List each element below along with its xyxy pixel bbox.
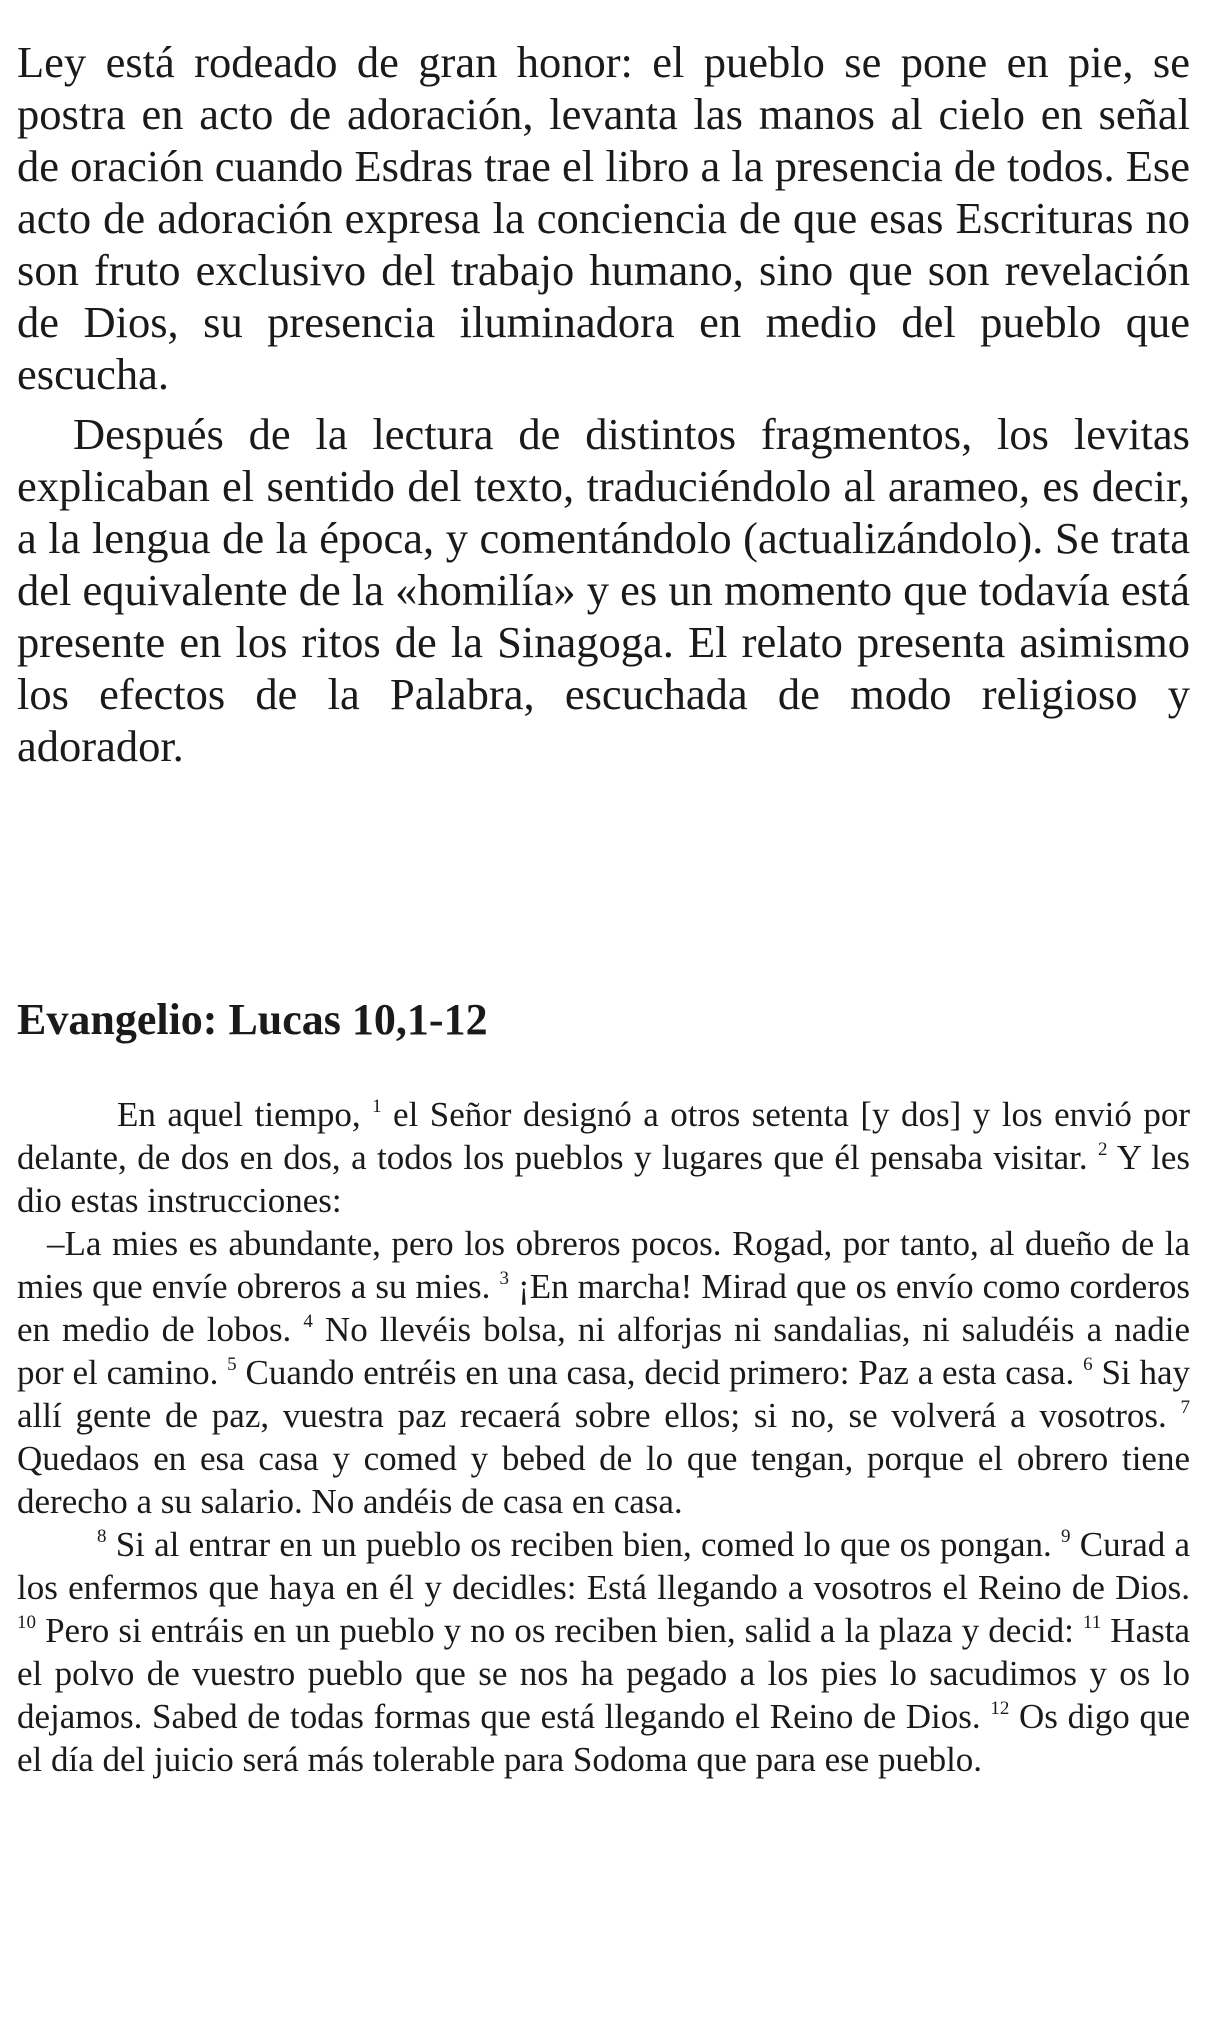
document-page [17, 36, 1190, 1779]
gospel-paragraph-2 [17, 1222, 1190, 1523]
verse-number: 6 [1083, 1354, 1093, 1375]
text-run: Hasta el polvo de vuestro pueblo que se nos ha pegado a los pies lo sacudimos y os lo dejamos. Sabed de todas formas que está llegando el Reino de Dios. [17, 1611, 1190, 1736]
text-run: Curad a los enfermos que haya en él y decidles: Está llegando a vosotros el Reino de Dios. [17, 1525, 1190, 1607]
verse-number: 10 [17, 1612, 36, 1633]
text-run: Si hay allí gente de paz, vuestra paz recaerá sobre ellos; si no, se volverá a vosotros. [17, 1353, 1190, 1435]
gospel-text [17, 1093, 1190, 1781]
verse-number: 4 [303, 1311, 313, 1332]
gospel-paragraph-1 [17, 1093, 1190, 1222]
verse-number: 7 [1180, 1397, 1190, 1418]
text-run: Si al entrar en un pueblo os reciben bien, comed lo que os pongan. [106, 1525, 1062, 1564]
verse-number: 2 [1098, 1139, 1108, 1160]
intro-paragraph-1: Ley está rodeado de gran honor: el pueblo se pone en pie, se postra en acto de adoración, levanta las manos al cielo en señal de oración cuando Esdras trae el libro a la presencia de todos. Ese acto de adoración expresa la conciencia de que esas Escrituras no son fruto exclusivo del trabajo humano, sino que son revelación de Dios, su presencia iluminadora en medio del pueblo que escucha. [17, 37, 1190, 399]
verse-number: 12 [990, 1698, 1010, 1719]
text-run: En aquel tiempo, [117, 1095, 373, 1134]
verse-number: 5 [227, 1354, 237, 1375]
text-run: Pero si entráis en un pueblo y no os reciben bien, salid a la plaza y decid: [36, 1611, 1083, 1650]
text-run: Quedaos en esa casa y comed y bebed de lo que tengan, porque el obrero tiene derecho a su salario. No andéis de casa en casa. [17, 1439, 1190, 1521]
verse-number: 9 [1061, 1526, 1071, 1547]
text-run: el Señor designó a otros setenta [y dos] y los envió por delante, de dos en dos, a todos los pueblos y lugares que él pensaba visitar. [17, 1095, 1190, 1177]
text-run: No llevéis bolsa, ni alforjas ni sandalias, ni saludéis a nadie por el camino. [17, 1310, 1190, 1392]
verse-number: 1 [372, 1096, 382, 1117]
text-run: ¡En marcha! Mirad que os envío como corderos en medio de lobos. [17, 1267, 1190, 1349]
verse-number: 3 [499, 1268, 509, 1289]
intro-text [17, 36, 1190, 772]
text-run: Cuando entréis en una casa, decid primero: Paz a esta casa. [236, 1353, 1084, 1392]
verse-number: 8 [97, 1526, 107, 1547]
section-heading: Evangelio: Lucas 10,1-12 [17, 995, 488, 1044]
text-run: Y les dio estas instrucciones: [17, 1138, 1190, 1220]
text-run: –La mies es abundante, pero los obreros pocos. Rogad, por tanto, al dueño de la mies que envíe obreros a su mies. [17, 1224, 1190, 1306]
text-run: Os digo que el día del juicio será más tolerable para Sodoma que para ese pueblo. [17, 1697, 1190, 1779]
intro-paragraph-2: Después de la lectura de distintos fragmentos, los levitas explicaban el sentido del texto, traduciéndolo al arameo, es decir, a la lengua de la época, y comentándolo (actualizándolo). Se trata del equivalente de la «homilía» y es un momento que todavía está presente en los ritos de la Sinagoga. El relato presenta asimismo los efectos de la Palabra, escuchada de modo religioso y adorador. [17, 409, 1190, 771]
gospel-paragraph-3 [17, 1523, 1190, 1781]
verse-number: 11 [1082, 1612, 1102, 1633]
